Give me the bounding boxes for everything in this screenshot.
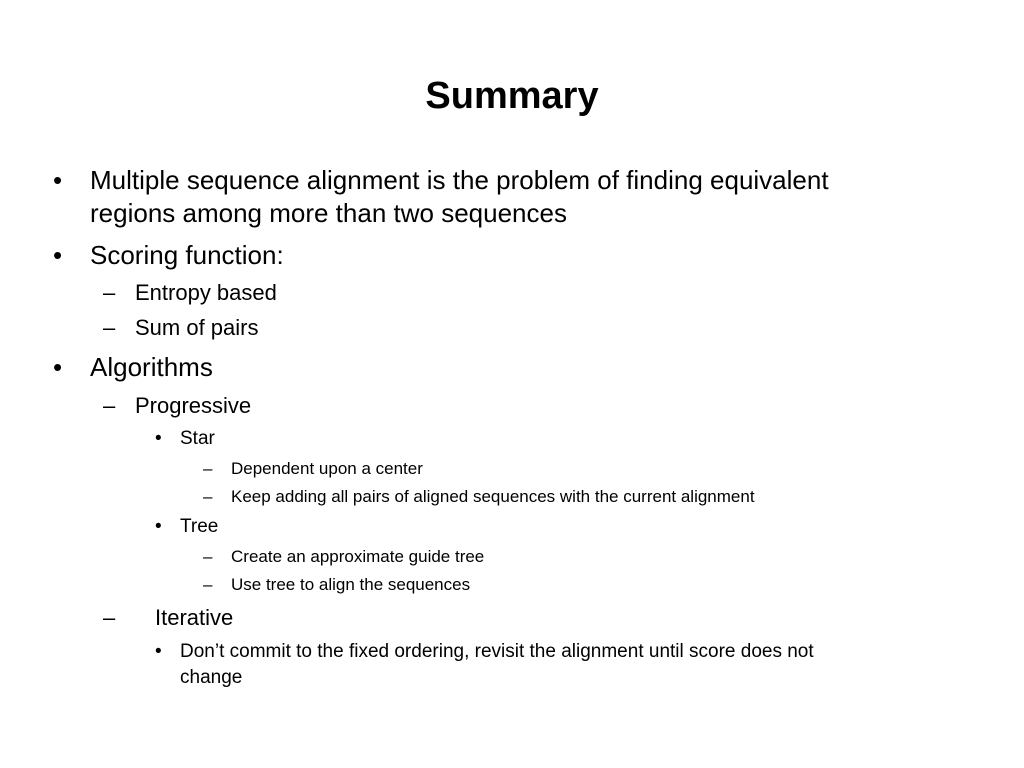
item-entropy-based: Entropy based: [135, 280, 277, 305]
bullet-marker: •: [155, 641, 162, 662]
slide-title: Summary: [425, 75, 599, 117]
dash-marker: –: [203, 575, 213, 594]
dash-marker: –: [103, 315, 116, 340]
dash-marker: –: [103, 605, 116, 630]
item-iterative-description: Don’t commit to the fixed ordering, revisit the alignment until score does not: [180, 641, 814, 662]
item-iterative: Iterative: [155, 605, 234, 630]
bullet-scoring-function: Scoring function:: [90, 240, 284, 270]
bullet-marker: •: [155, 428, 162, 449]
item-approximate-guide-tree: Create an approximate guide tree: [231, 547, 485, 566]
bullet-algorithms: Algorithms: [90, 352, 213, 382]
bullet-msa: Multiple sequence alignment is the problem of finding equivalent: [90, 165, 829, 195]
bullet-msa-continued: regions among more than two sequences: [90, 198, 567, 228]
item-keep-adding-pairs: Keep adding all pairs of aligned sequences with the current alignment: [231, 487, 755, 506]
dash-marker: –: [203, 487, 213, 506]
item-dependent-upon-center: Dependent upon a center: [231, 459, 423, 478]
dash-marker: –: [203, 547, 213, 566]
item-iterative-description-continued: change: [180, 667, 243, 688]
dash-marker: –: [203, 459, 213, 478]
item-progressive: Progressive: [135, 393, 252, 418]
item-tree: Tree: [180, 516, 219, 537]
bullet-marker: •: [53, 240, 63, 270]
bullet-marker: •: [53, 352, 63, 382]
item-use-tree-to-align: Use tree to align the sequences: [231, 575, 471, 594]
bullet-marker: •: [155, 516, 162, 537]
dash-marker: –: [103, 393, 116, 418]
bullet-marker: •: [53, 165, 63, 195]
item-sum-of-pairs: Sum of pairs: [135, 315, 259, 340]
dash-marker: –: [103, 280, 116, 305]
item-star: Star: [180, 428, 215, 449]
